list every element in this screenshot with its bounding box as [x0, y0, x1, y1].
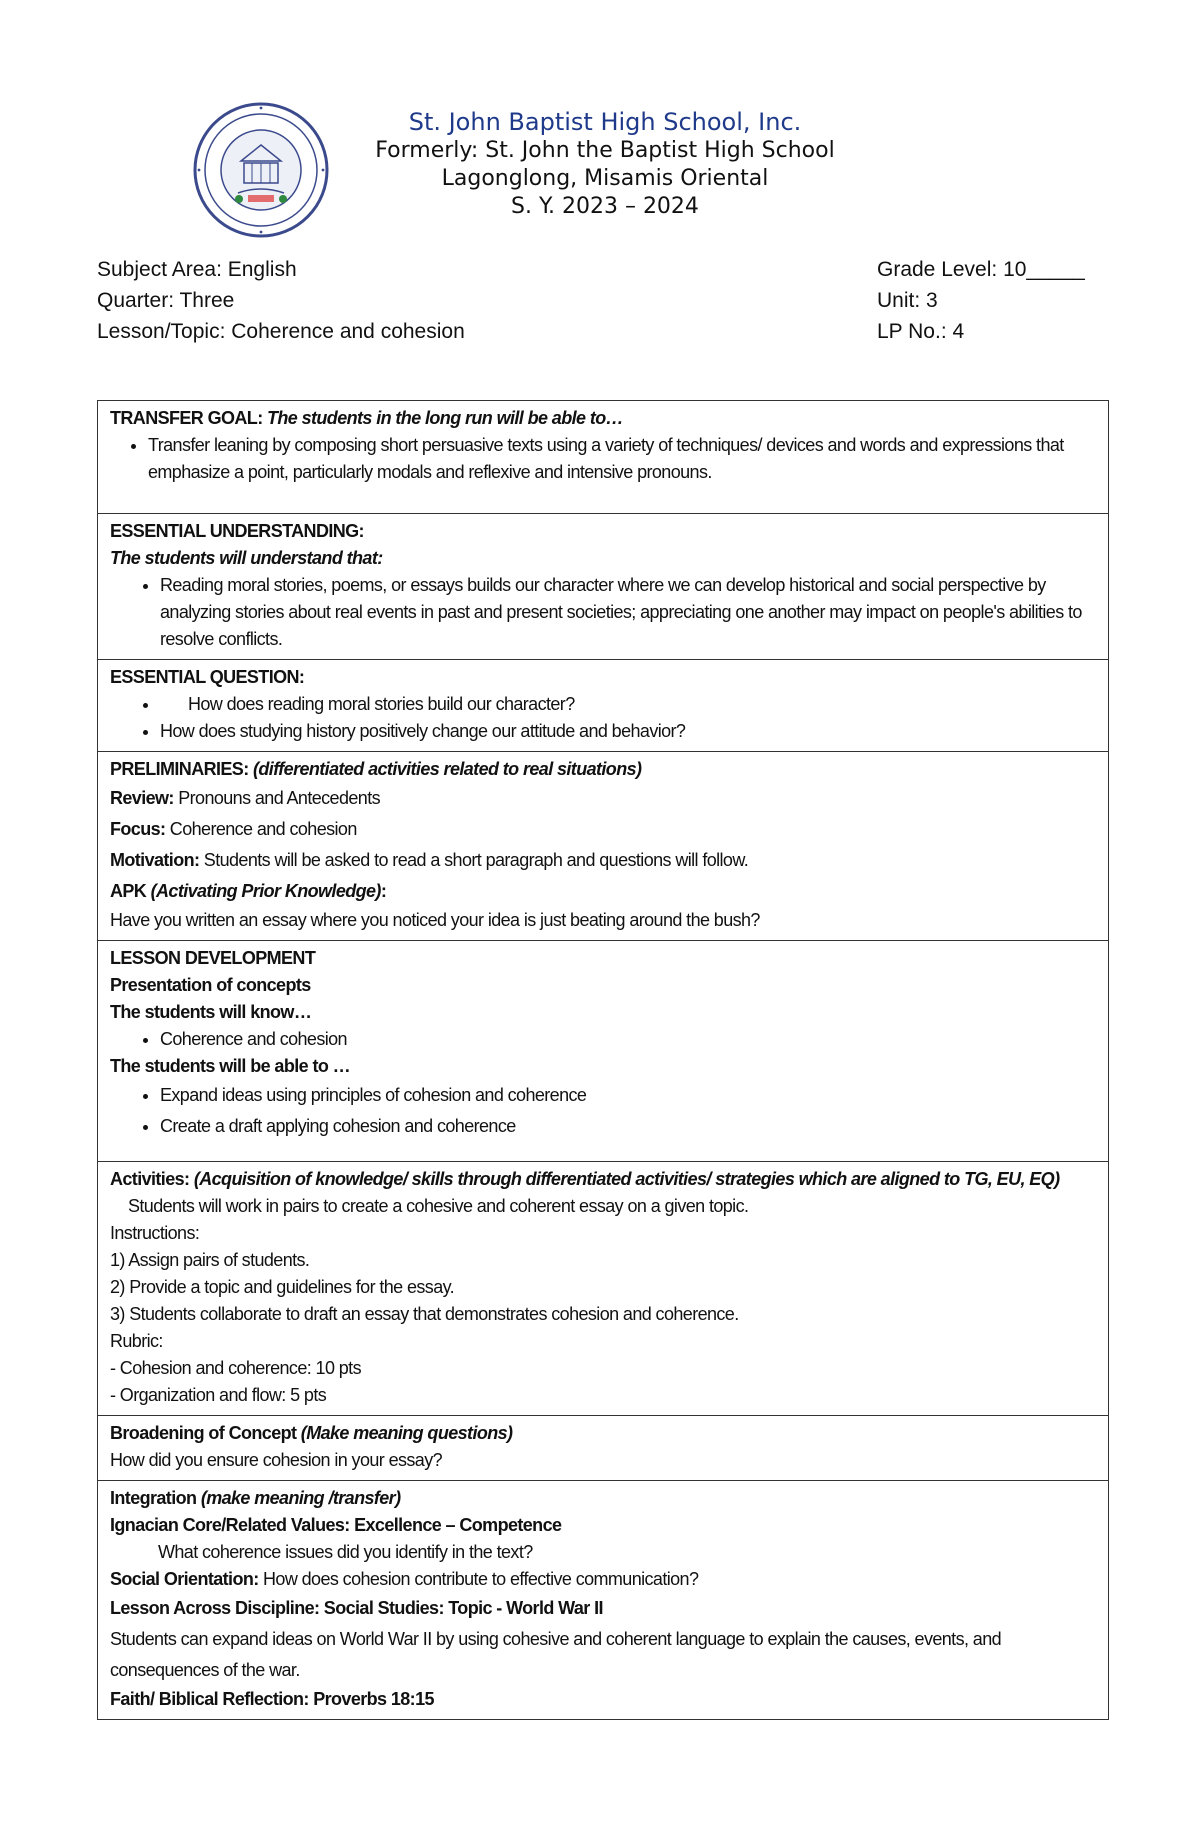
grade-level: Grade Level: 10_____	[877, 258, 1085, 281]
broadening-question: How did you ensure cohesion in your essay?	[110, 1450, 443, 1470]
broadening-label: Broadening of Concept	[110, 1423, 301, 1443]
quarter: Quarter: Three	[97, 289, 235, 312]
school-location: Lagonglong, Misamis Oriental	[441, 166, 769, 191]
social-label: Social Orientation:	[110, 1569, 259, 1589]
eu-sub: The students will understand that:	[110, 548, 383, 568]
ld-able-bullet: • Create a draft applying cohesion and coherence	[160, 1111, 1096, 1142]
ld-presentation: Presentation of concepts	[110, 975, 311, 995]
school-info	[340, 107, 870, 221]
focus-text: Coherence and cohesion	[165, 819, 357, 839]
ld-label: LESSON DEVELOPMENT	[110, 948, 316, 968]
broadening-row	[98, 1416, 1109, 1481]
focus-label: Focus:	[110, 819, 166, 839]
motivation-text: Students will be asked to read a short paragraph and questions will follow.	[199, 850, 749, 870]
apk-label-italic: (Activating Prior Knowledge)	[150, 881, 381, 901]
activities-line: Rubric:	[110, 1331, 163, 1351]
review-label: Review:	[110, 788, 174, 808]
essential-understanding-row	[98, 514, 1109, 660]
activities-line: 2) Provide a topic and guidelines for the essay.	[110, 1277, 455, 1297]
eu-label: ESSENTIAL UNDERSTANDING:	[110, 521, 364, 541]
school-year: S. Y. 2023 – 2024	[511, 194, 699, 219]
lesson-development-row	[98, 941, 1109, 1162]
activities-line: Instructions:	[110, 1223, 200, 1243]
school-seal-icon	[192, 101, 330, 239]
lesson-plan-table	[97, 400, 1109, 1720]
lesson-topic-value: Coherence and cohesion	[231, 320, 465, 343]
unit: Unit: 3	[877, 289, 938, 312]
lesson-meta	[97, 254, 1107, 347]
integration-row	[98, 1481, 1109, 1720]
social-question: How does cohesion contribute to effective communication?	[258, 1569, 699, 1589]
activities-label: Activities:	[110, 1169, 194, 1189]
school-formerly: Formerly: St. John the Baptist High School	[375, 138, 835, 163]
eu-bullet: • Reading moral stories, poems, or essays builds our character where we can develop historical and social perspective by analyzing stories about real events in past and present societies; appreciating one another may impact on people's abilities to resolve conflicts.	[160, 572, 1096, 653]
document-header	[0, 95, 1200, 235]
subject-area: Subject Area: English	[97, 258, 297, 281]
activities-line: 1) Assign pairs of students.	[110, 1250, 310, 1270]
eq-label: ESSENTIAL QUESTION:	[110, 667, 305, 687]
transfer-goal-row	[98, 401, 1109, 514]
activities-line: - Cohesion and coherence: 10 pts	[110, 1358, 361, 1378]
integration-label-italic: (make meaning /transfer)	[200, 1488, 401, 1508]
lesson-topic: Lesson/Topic: Coherence and cohesion	[97, 320, 465, 343]
essential-question-row	[98, 660, 1109, 752]
integration-label: Integration	[110, 1488, 201, 1508]
preliminaries-row: PRELIMINARIES: (differentiated activities related to real situations) Review: Pronouns and Antecedents Focus: Coherence and cohesion Motivation: Students will be asked to read a short paragraph and questions will follow. APK (Activating Prior Knowledge): Have you written an essay where you noticed your idea is just beating around the bush?	[98, 752, 1109, 941]
activities-line: 3) Students collaborate to draft an essay that demonstrates cohesion and coherence.	[110, 1304, 739, 1324]
broadening-label-italic: (Make meaning questions)	[300, 1423, 513, 1443]
activities-line: - Organization and flow: 5 pts	[110, 1385, 327, 1405]
apk-question: Have you written an essay where you noticed your idea is just beating around the bush?	[110, 910, 760, 930]
eq-bullet: • How does studying history positively change our attitude and behavior?	[160, 718, 1096, 745]
school-name: St. John Baptist High School, Inc.	[408, 108, 802, 136]
eq-bullet: • How does reading moral stories build our character?	[160, 691, 1096, 718]
activities-row	[98, 1162, 1109, 1416]
transfer-goal-bullet: • Transfer leaning by composing short persuasive texts using a variety of techniques/ devices and words and expressions that emphasize a point, particularly modals and reflexive and intensive pronouns.	[148, 432, 1096, 486]
ld-able-label: The students will be able to …	[110, 1056, 351, 1076]
activities-label-italic: (Acquisition of knowledge/ skills through differentiated activities/ strategies which are aligned to TG, EU, EQ)	[193, 1169, 1060, 1189]
review-text: Pronouns and Antecedents	[173, 788, 380, 808]
ld-able-bullet: • Expand ideas using principles of cohesion and coherence	[160, 1080, 1096, 1111]
faith-reflection: Faith/ Biblical Reflection: Proverbs 18:15	[110, 1689, 434, 1709]
activities-intro: Students will work in pairs to create a cohesive and coherent essay on a given topic.	[128, 1196, 749, 1216]
apk-label: APK	[110, 881, 151, 901]
preliminaries-label: PRELIMINARIES:	[110, 759, 254, 779]
ignacian-values: Ignacian Core/Related Values: Excellence – Competence	[110, 1515, 562, 1535]
ld-know-label: The students will know…	[110, 1002, 312, 1022]
preliminaries-label-italic: (differentiated activities related to real situations)	[253, 759, 642, 779]
ignacian-question: What coherence issues did you identify in the text?	[158, 1542, 533, 1562]
lesson-across-discipline: Lesson Across Discipline: Social Studies: Topic - World War II	[110, 1598, 603, 1618]
lp-number: LP No.: 4	[877, 320, 965, 343]
transfer-goal-label-italic: The students in the long run will be able to…	[267, 408, 624, 428]
motivation-label: Motivation:	[110, 850, 200, 870]
transfer-goal-label: TRANSFER GOAL:	[110, 408, 267, 428]
ld-know-bullet: • Coherence and cohesion	[160, 1026, 1096, 1053]
lad-text: Students can expand ideas on World War II by using cohesive and coherent language to explain the causes, events, and consequences of the war.	[110, 1629, 1002, 1680]
